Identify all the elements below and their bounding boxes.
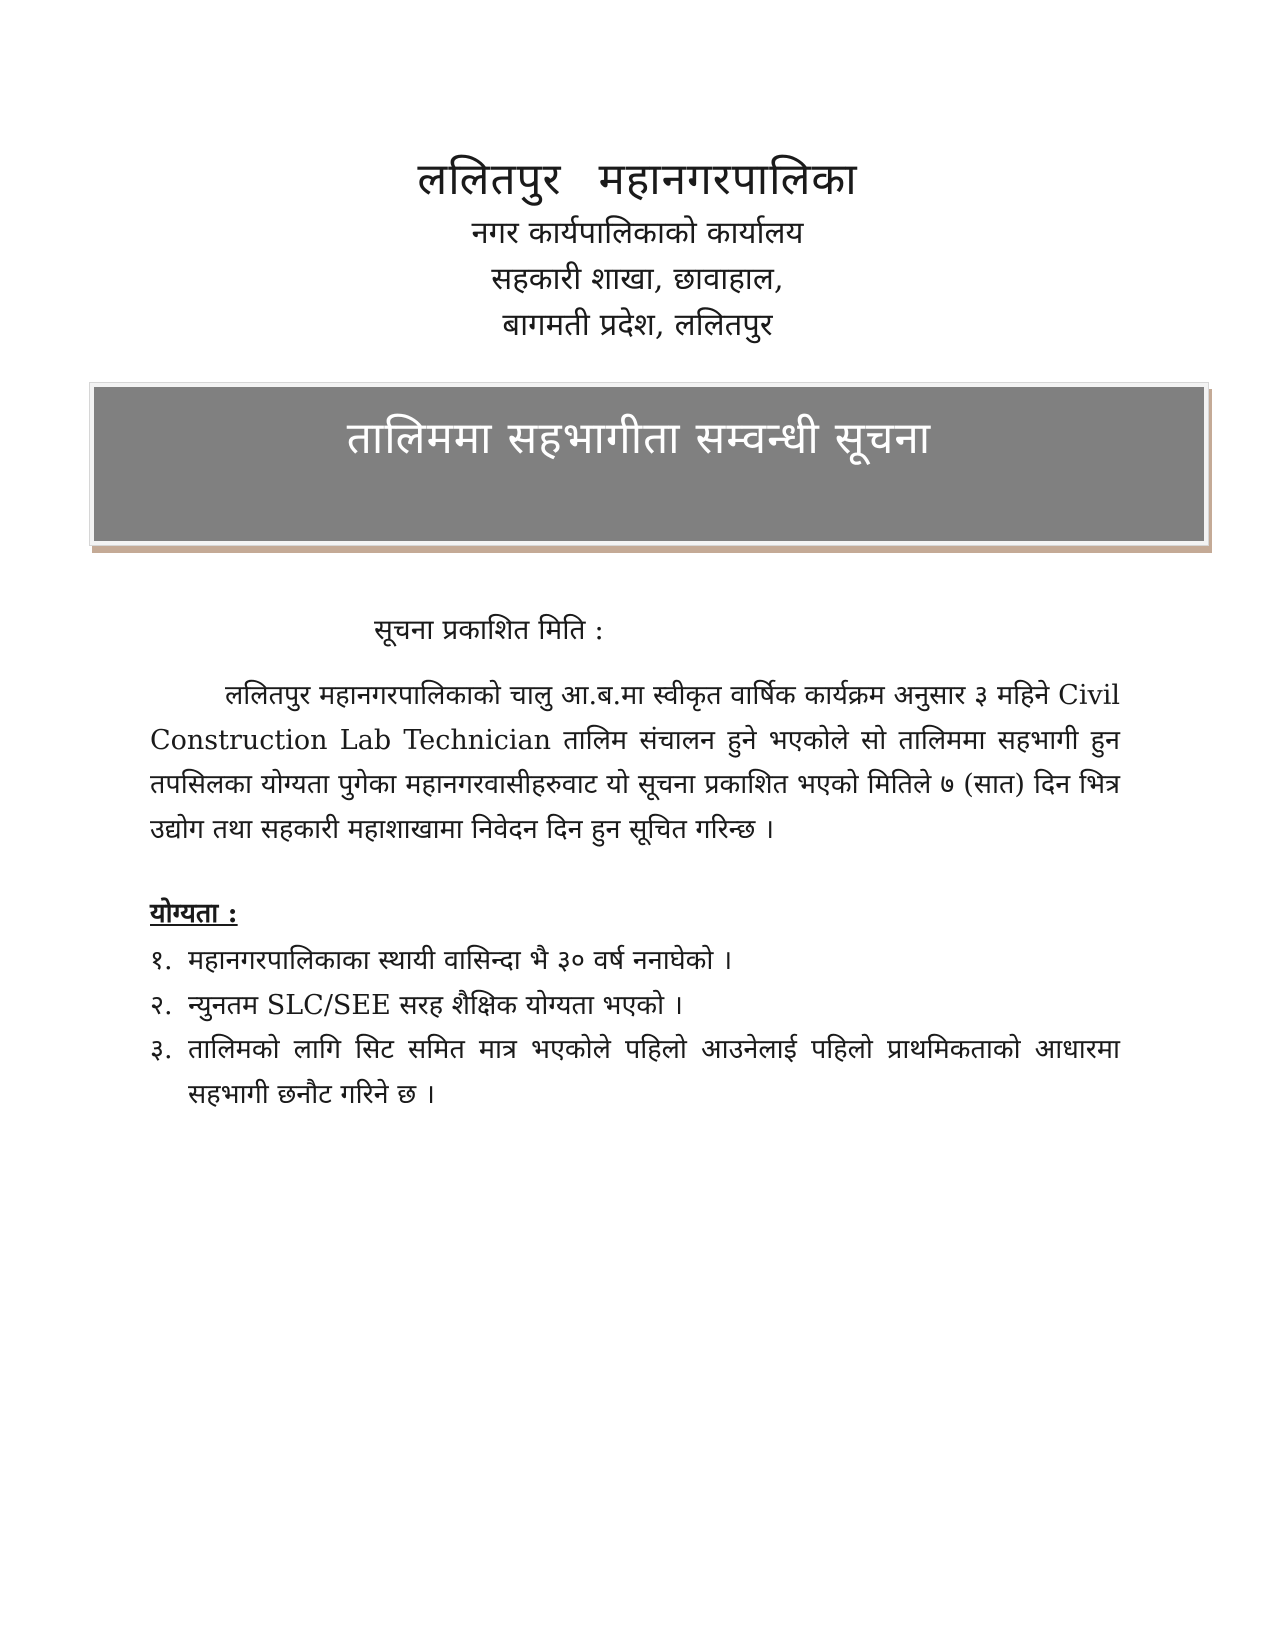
- list-item-number: १.: [150, 945, 173, 976]
- list-item: [150, 939, 1120, 984]
- organization-name: ललितपुर महानगरपालिका: [417, 154, 858, 205]
- branch-name: सहकारी शाखा, छावाहाल,: [491, 261, 784, 297]
- qualifications-heading: योग्यता :: [150, 898, 238, 929]
- list-item-number: ३.: [150, 1034, 173, 1065]
- office-name: नगर कार्यपालिकाको कार्यालय: [471, 215, 804, 251]
- notice-title-banner: [94, 387, 1204, 541]
- document-header: [0, 150, 1275, 348]
- list-item: [150, 1028, 1120, 1117]
- list-item-text: महानगरपालिकाका स्थायी वासिन्दा भै ३० वर्ष ननाघेको ।: [188, 945, 733, 976]
- list-item: [150, 984, 1120, 1029]
- list-item-text: तालिमको लागि सिट समित मात्र भएकोले पहिलो आउनेलाई पहिलो प्राथमिकताको आधारमा सहभागी छनौट गरिने छ ।: [188, 1034, 1120, 1110]
- list-item-text: न्युनतम SLC/SEE सरह शैक्षिक योग्यता भएको ।: [188, 989, 683, 1021]
- qualifications-list: [150, 939, 1120, 1117]
- list-item-number: २.: [150, 989, 173, 1021]
- notice-title: तालिममा सहभागीता सम्वन्धी सूचना: [346, 413, 932, 464]
- published-date-label: सूचना प्रकाशित मिति :: [374, 613, 604, 646]
- notice-body: ललितपुर महानगरपालिकाको चालु आ.ब.मा स्वीकृत वार्षिक कार्यक्रम अनुसार ३ महिने Civil Construction Lab Technician तालिम संचालन हुने भएकोले सो तालिममा सहभागी हुन तपसिलका योग्यता पुगेका महानगरवासीहरुवाट यो सूचना प्रकाशित भएको मितिले ७ (सात) दिन भित्र उद्योग तथा सहकारी महाशाखामा निवेदन दिन हुन सूचित गरिन्छ ।: [150, 680, 1120, 845]
- location: बागमती प्रदेश, ललितपुर: [502, 307, 773, 343]
